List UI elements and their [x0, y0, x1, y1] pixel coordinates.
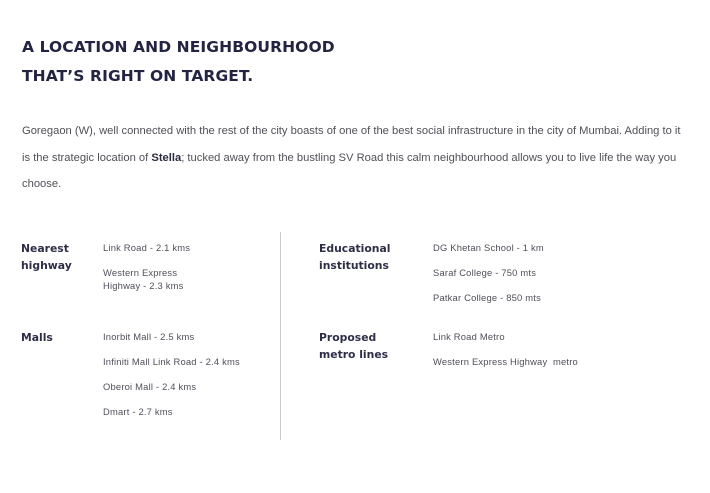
intro-highlight: Stella: [151, 151, 182, 164]
metro-list: [433, 330, 578, 380]
highway-item: Link Road - 2.1 kms: [103, 242, 191, 253]
metro-item: Link Road Metro: [433, 331, 505, 342]
malls-list: [103, 330, 240, 430]
intro-text-part-1: Goregaon (W), well connected with the rest of the city boasts of one of the best social infrastructure in the city of Mumbai. Adding to it is the strategic location of: [22, 125, 681, 164]
column-divider: [280, 232, 281, 440]
highway-list: [103, 241, 213, 304]
headline-line-1: A LOCATION AND NEIGHBOURHOOD: [22, 38, 335, 56]
page-headline: [22, 33, 335, 91]
intro-text-part-2: ; tucked away from the bustling SV Road this calm neighbourhood allows you to live life the way you choose.: [22, 151, 677, 190]
mall-item: Dmart - 2.7 kms: [103, 406, 173, 417]
highway-item: Western Express Highway - 2.3 kms: [103, 267, 184, 291]
category-malls-label: Malls: [21, 331, 53, 344]
education-list: [433, 241, 544, 316]
category-highway-label: Nearest highway: [21, 242, 72, 272]
education-item: DG Khetan School - 1 km: [433, 242, 544, 253]
mall-item: Infiniti Mall Link Road - 2.4 kms: [103, 356, 240, 367]
education-item: Saraf College - 750 mts: [433, 267, 537, 278]
education-item: Patkar College - 850 mts: [433, 292, 541, 303]
intro-paragraph: [22, 118, 682, 198]
mall-item: Oberoi Mall - 2.4 kms: [103, 381, 197, 392]
headline-line-2: THAT’S RIGHT ON TARGET.: [22, 67, 254, 85]
metro-item: Western Express Highway metro: [433, 356, 578, 367]
category-metro-label: Proposed metro lines: [319, 331, 389, 361]
category-education-label: Educational institutions: [319, 242, 391, 272]
mall-item: Inorbit Mall - 2.5 kms: [103, 331, 195, 342]
